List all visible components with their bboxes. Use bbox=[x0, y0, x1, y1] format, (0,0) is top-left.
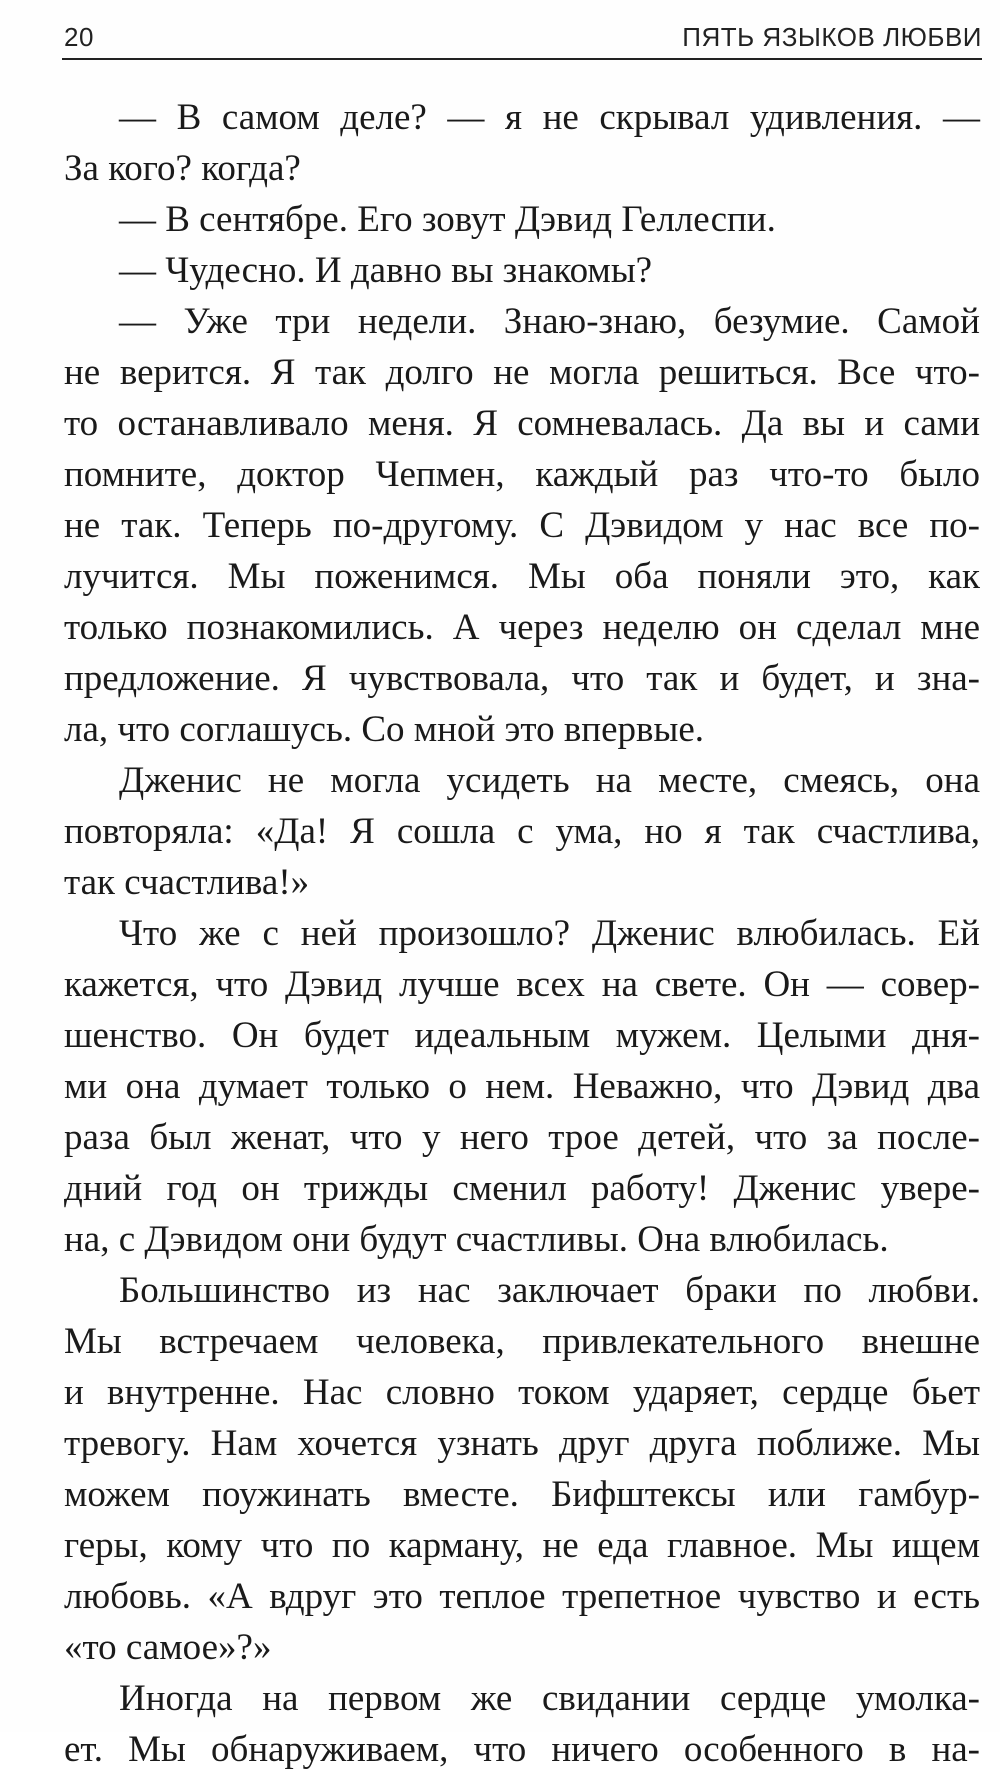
text-line: — В самом деле? — я не скрывал удивления. — bbox=[119, 97, 980, 138]
text-line: тревогу. Нам хочется узнать друг друга поближе. Мы bbox=[64, 1423, 980, 1464]
text-line: любовь. «А вдруг это теплое трепетное чувство и есть bbox=[64, 1576, 980, 1617]
text-line: геры, кому что по карману, не еда главное. Мы ищем bbox=[64, 1525, 980, 1566]
text-line: Иногда на первом же свидании сердце умолка- bbox=[119, 1678, 980, 1719]
body-text bbox=[64, 92, 980, 1775]
text-line: лучится. Мы поженимся. Мы оба поняли это, как bbox=[64, 556, 980, 597]
text-line: предложение. Я чувствовала, что так и будет, и зна- bbox=[64, 658, 980, 699]
text-line: ми она думает только о нем. Неважно, что Дэвид два bbox=[64, 1066, 980, 1107]
text-line: раза был женат, что у него трое детей, что за после- bbox=[64, 1117, 980, 1158]
text-line: и внутренне. Нас словно током ударяет, сердце бьет bbox=[64, 1372, 980, 1413]
text-line: так счастлива!» bbox=[64, 862, 310, 903]
text-line: повторяла: «Да! Я сошла с ума, но я так счастлива, bbox=[64, 811, 980, 852]
text-line: не так. Теперь по-другому. С Дэвидом у нас все по- bbox=[64, 505, 980, 546]
text-line: то останавливало меня. Я сомневалась. Да вы и сами bbox=[64, 403, 980, 444]
text-line: За кого? когда? bbox=[64, 148, 301, 189]
text-line: Большинство из нас заключает браки по любви. bbox=[119, 1270, 980, 1311]
text-line: дний год он трижды сменил работу! Дженис увере- bbox=[64, 1168, 980, 1209]
text-line: «то самое»?» bbox=[64, 1627, 272, 1668]
text-line: кажется, что Дэвид лучше всех на свете. Он — совер- bbox=[64, 964, 980, 1005]
page-header bbox=[62, 20, 982, 60]
text-line: — В сентябре. Его зовут Дэвид Геллеспи. bbox=[119, 199, 776, 240]
text-line: шенство. Он будет идеальным мужем. Целыми дня- bbox=[64, 1015, 980, 1056]
text-line: ла, что соглашусь. Со мной это впервые. bbox=[64, 709, 705, 750]
text-line: Мы встречаем человека, привлекательного внешне bbox=[64, 1321, 980, 1362]
text-line: ет. Мы обнаруживаем, что ничего особенного в на- bbox=[64, 1729, 980, 1770]
text-line: на, с Дэвидом они будут счастливы. Она влюбилась. bbox=[64, 1219, 889, 1260]
page-number: 20 bbox=[64, 22, 94, 52]
running-title: ПЯТЬ ЯЗЫКОВ ЛЮБВИ bbox=[682, 22, 982, 52]
text-line: Что же с ней произошло? Дженис влюбилась. Ей bbox=[119, 913, 980, 954]
text-line: только познакомились. А через неделю он сделал мне bbox=[64, 607, 980, 648]
text-line: помните, доктор Чепмен, каждый раз что-то было bbox=[64, 454, 980, 495]
text-line: — Чудесно. И давно вы знакомы? bbox=[119, 250, 653, 291]
text-line: — Уже три недели. Знаю-знаю, безумие. Самой bbox=[119, 301, 980, 342]
text-line: можем поужинать вместе. Бифштексы или гамбур- bbox=[64, 1474, 980, 1515]
text-line: не верится. Я так долго не могла решиться. Все что- bbox=[64, 352, 980, 393]
text-line: Дженис не могла усидеть на месте, смеясь, она bbox=[119, 760, 980, 801]
